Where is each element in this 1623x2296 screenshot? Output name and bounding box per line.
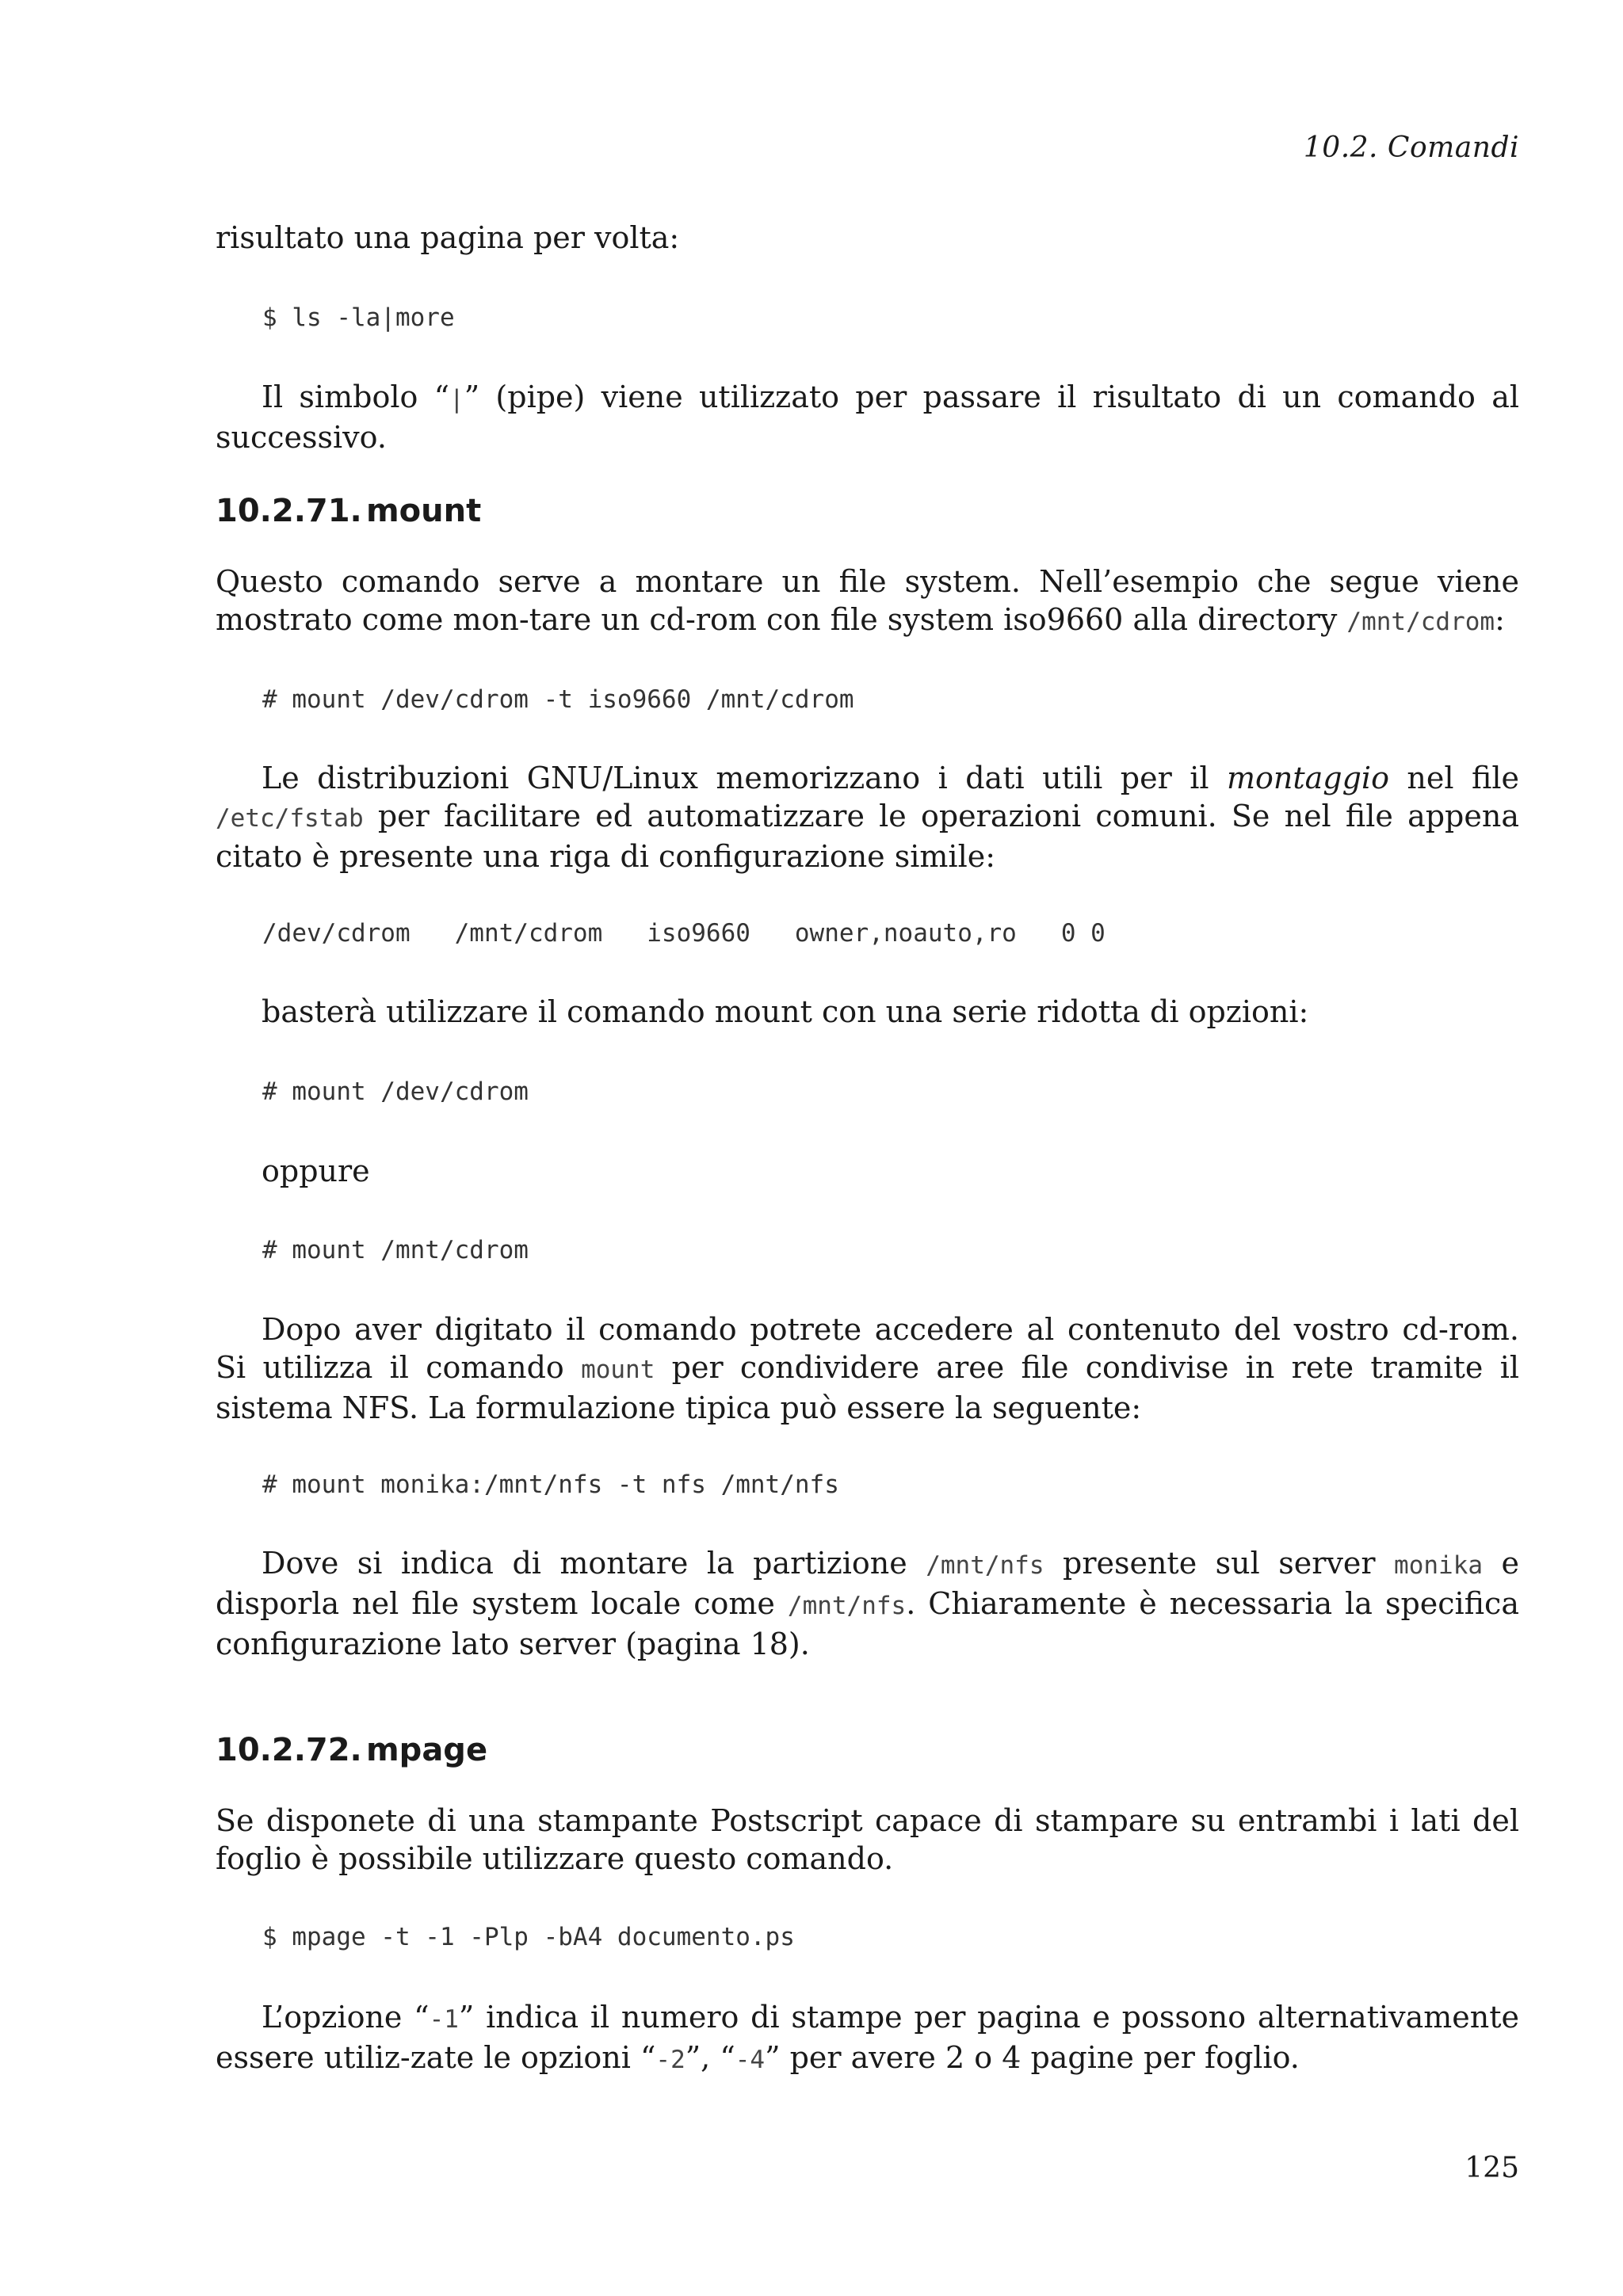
code-ls-more: $ ls -la|more	[262, 303, 455, 332]
paragraph-distro: Le distribuzioni GNU/Linux memorizzano i dati utili per il montaggio nel file /etc/fstab per facilitare ed automatizzare le operazioni comuni. Se nel file appena citato è presente una riga di configurazione simile:	[216, 761, 1519, 874]
paragraph-intro: risultato una pagina per volta:	[216, 220, 680, 255]
running-head: 10.2. Comandi	[1303, 132, 1519, 164]
code-mount-cdrom: # mount /dev/cdrom -t iso9660 /mnt/cdrom	[262, 685, 854, 714]
paragraph-mount: Questo comando serve a montare un file system. Nell’esempio che segue viene mostrato come mon-tare un cd-rom con file system iso9660 alla directory /mnt/cdrom:	[216, 564, 1519, 637]
code-fstab-line: /dev/cdrom /mnt/cdrom iso9660 owner,noauto,ro 0 0	[262, 919, 1106, 948]
paragraph-opzione: L’opzione “-1” indica il numero di stampe per pagina e possono alternativamente essere utiliz-zate le opzioni “-2”, “-4” per avere 2 o 4 pagine per foglio.	[216, 2000, 1519, 2075]
paragraph-dove: Dove si indica di montare la partizione /mnt/nfs presente sul server monika e disporla nel file system locale come /mnt/nfs. Chiaramente è necessaria la specifica configurazione lato server (pagina 18).	[216, 1546, 1519, 1661]
paragraph-mpage: Se disponete di una stampante Postscript capace di stampare su entrambi i lati del foglio è possibile utilizzare questo comando.	[216, 1803, 1519, 1876]
code-mount-nfs: # mount monika:/mnt/nfs -t nfs /mnt/nfs	[262, 1470, 839, 1499]
code-mount-mnt: # mount /mnt/cdrom	[262, 1236, 529, 1264]
paragraph-dopo: Dopo aver digitato il comando potrete accedere al contenuto del vostro cd-rom. Si utilizza il comando mount per condividere aree file condivise in rete tramite il sistema NFS. La formulazione tipica può essere la seguente:	[216, 1312, 1520, 1425]
paragraph-basta: basterà utilizzare il comando mount con una serie ridotta di opzioni:	[262, 994, 1309, 1029]
paragraph-oppure: oppure	[262, 1154, 370, 1188]
page-number: 125	[1465, 2152, 1519, 2184]
section-heading-mount: 10.2.71. mount	[216, 493, 482, 529]
section-heading-mpage: 10.2.72. mpage	[216, 1732, 488, 1768]
code-mpage: $ mpage -t -1 -Plp -bA4 documento.ps	[262, 1923, 795, 1951]
code-mount-dev: # mount /dev/cdrom	[262, 1077, 529, 1106]
paragraph-pipe: Il simbolo “|” (pipe) viene utilizzato per passare il risultato di un comando al successivo.	[216, 379, 1519, 455]
